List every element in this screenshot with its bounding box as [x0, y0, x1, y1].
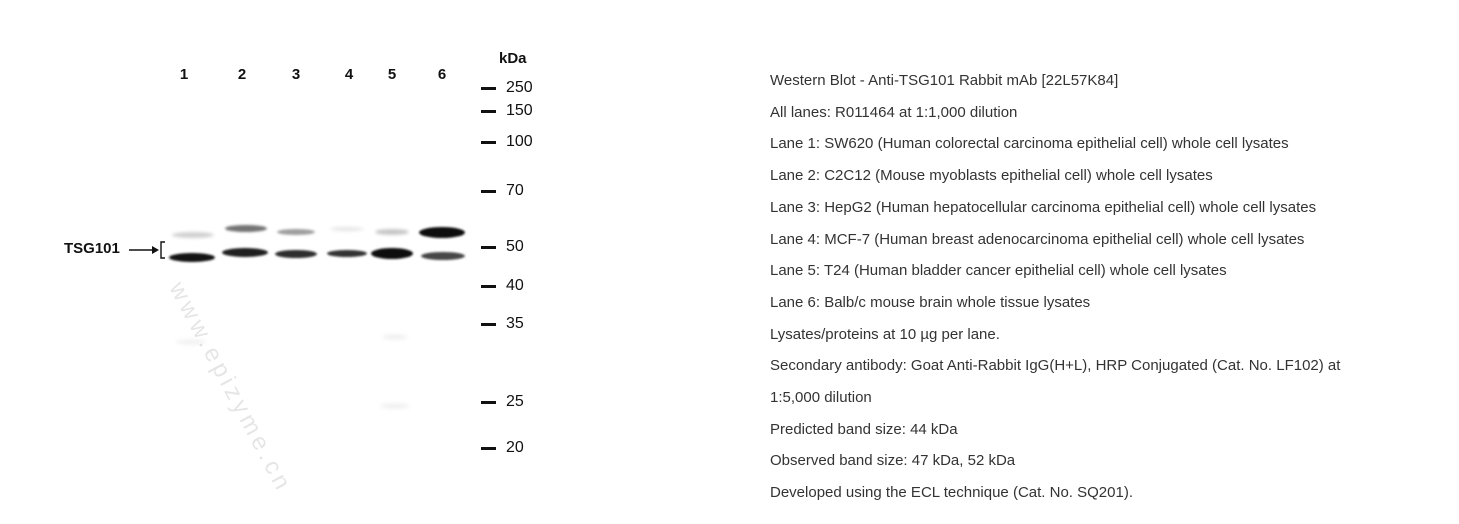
target-protein-label: TSG101	[64, 240, 120, 257]
marker-label: 70	[506, 182, 524, 199]
marker-tick	[481, 141, 496, 144]
band-lane4-lower	[327, 250, 367, 257]
marker-tick	[481, 190, 496, 193]
legend-line: Developed using the ECL technique (Cat. No. SQ201).	[770, 484, 1133, 502]
legend-line: 1:5,000 dilution	[770, 389, 872, 407]
marker-label: 20	[506, 439, 524, 456]
marker-label: 100	[506, 133, 533, 150]
figure-legend	[770, 65, 1450, 509]
lane-label-4: 4	[344, 66, 354, 83]
band-lane6-lower	[421, 252, 465, 260]
marker-label: 150	[506, 102, 533, 119]
band-lane3-upper	[277, 229, 315, 235]
legend-line: Predicted band size: 44 kDa	[770, 420, 958, 438]
band-lane6-upper	[419, 227, 465, 238]
band-lane3-lower	[275, 250, 317, 258]
marker-tick	[481, 110, 496, 113]
legend-line: Observed band size: 47 kDa, 52 kDa	[770, 452, 1016, 470]
band-lane1-lower	[169, 253, 215, 262]
legend-line: Lane 6: Balb/c mouse brain whole tissue lysates	[770, 293, 1091, 311]
lane-label-3: 3	[291, 66, 301, 83]
legend-line: Lane 5: T24 (Human bladder cancer epithelial cell) whole cell lysates	[770, 262, 1227, 280]
band-lane5-upper	[375, 229, 409, 235]
marker-tick	[481, 401, 496, 404]
lane-label-1: 1	[179, 66, 189, 83]
marker-tick	[481, 246, 496, 249]
legend-line: Lane 4: MCF-7 (Human breast adenocarcinoma epithelial cell) whole cell lysates	[770, 230, 1305, 248]
legend-line: Western Blot - Anti-TSG101 Rabbit mAb [22L57K84]	[770, 72, 1119, 89]
kda-unit-label: kDa	[499, 50, 527, 67]
lane-label-5: 5	[387, 66, 397, 83]
legend-line: Lysates/proteins at 10 µg per lane.	[770, 325, 1000, 343]
marker-label: 250	[506, 79, 533, 96]
marker-tick	[481, 323, 496, 326]
band-lane2-upper	[225, 225, 267, 232]
legend-line: Lane 2: C2C12 (Mouse myoblasts epithelial cell) whole cell lysates	[770, 167, 1213, 185]
band-lane5-faint	[382, 335, 408, 339]
marker-tick	[481, 87, 496, 90]
marker-tick	[481, 447, 496, 450]
legend-line: All lanes: R011464 at 1:1,000 dilution	[770, 103, 1018, 121]
lane-label-6: 6	[437, 66, 447, 83]
legend-line: Lane 1: SW620 (Human colorectal carcinoma epithelial cell) whole cell lysates	[770, 135, 1289, 153]
marker-label: 40	[506, 277, 524, 294]
western-blot-image	[0, 0, 700, 524]
band-lane5-lower	[371, 248, 413, 259]
marker-label: 25	[506, 393, 524, 410]
arrow-bracket-icon	[128, 239, 166, 261]
legend-line: Lane 3: HepG2 (Human hepatocellular carcinoma epithelial cell) whole cell lysates	[770, 198, 1317, 216]
legend-line: Secondary antibody: Goat Anti-Rabbit IgG(H+L), HRP Conjugated (Cat. No. LF102) at	[770, 357, 1341, 375]
band-lane1-upper	[172, 232, 214, 238]
band-lane4-upper	[330, 227, 364, 231]
marker-label: 50	[506, 238, 524, 255]
lane-label-2: 2	[237, 66, 247, 83]
watermark-text: www.epizyme.cn	[163, 277, 298, 498]
band-lane5-faint-low	[380, 404, 410, 408]
band-lane2-lower	[222, 248, 268, 257]
marker-label: 35	[506, 315, 524, 332]
marker-tick	[481, 285, 496, 288]
